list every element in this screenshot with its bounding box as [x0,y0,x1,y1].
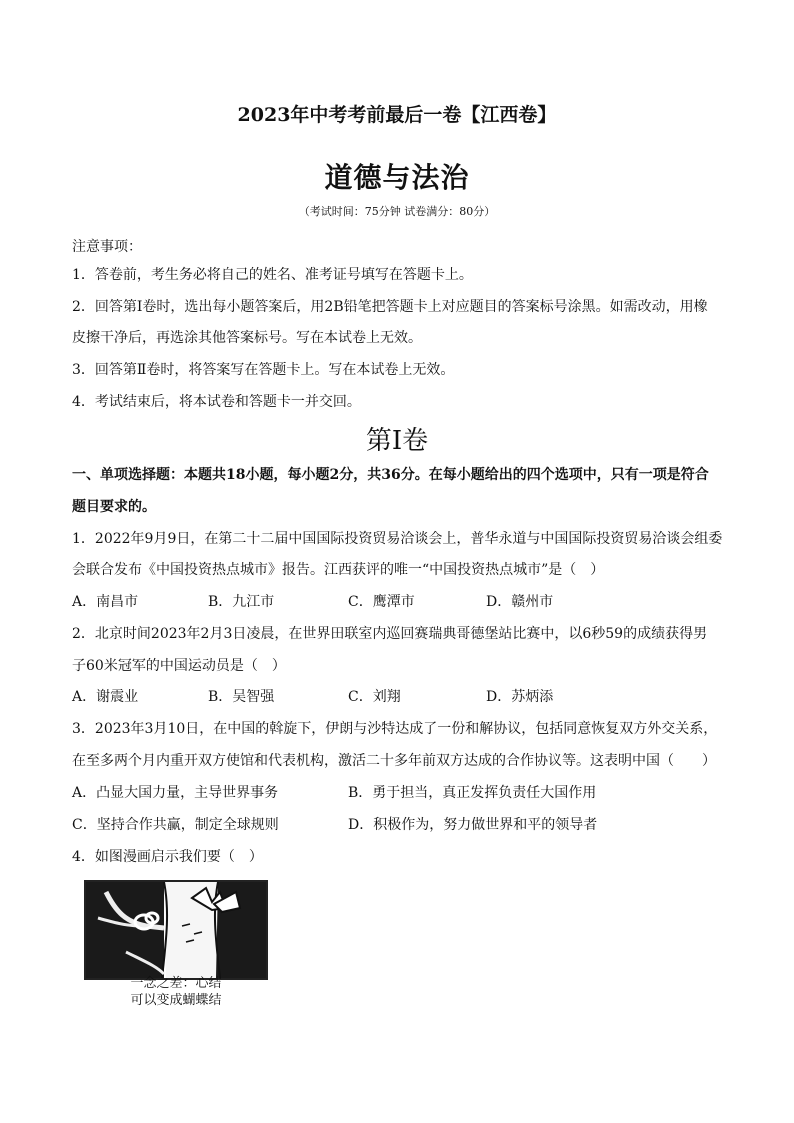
exam-info: （考试时间：75分钟 试卷满分：80分） [298,205,496,218]
comic-drawing [86,882,266,978]
question-2-option-a: A．谢震业 [72,689,139,705]
question-2-option-c: C．刘翔 [348,689,401,705]
exam-title: 2023年中考考前最后一卷【江西卷】 [237,104,557,126]
comic-caption-line: 一念之差：心结 [130,976,222,991]
section-title: 第Ⅰ卷 [365,426,429,456]
question-1-option-d: D．赣州市 [486,594,554,610]
section-instruction: 一、单项选择题：本题共18小题，每小题2分，共36分。在每小题给出的四个选项中，只有一项是符合 [72,467,709,483]
question-1-stem: 1．2022年9月9日，在第二十二届中国国际投资贸易洽谈会上，普华永道与中国国际投资贸易洽谈会组委 [72,531,723,547]
question-3-option-c: C．坚持合作共赢，制定全球规则 [72,817,279,833]
comic-caption [88,975,264,1009]
notice-item: 3．回答第Ⅱ卷时，将答案写在答题卡上。写在本试卷上无效。 [72,362,455,378]
question-1-option-b: B．九江市 [208,594,275,610]
subject-title: 道德与法治 [324,161,470,194]
question-1-stem: 会联合发布《中国投资热点城市》报告。江西获评的唯一“中国投资热点城市”是（ ） [72,562,605,578]
section-instruction: 题目要求的。 [72,499,156,515]
comic-illustration [84,880,268,980]
question-3-stem: 在至多两个月内重开双方使馆和代表机构，激活二十多年前双方达成的合作协议等。这表明中国（ ） [72,753,716,769]
question-3-stem: 3．2023年3月10日，在中国的斡旋下，伊朗与沙特达成了一份和解协议，包括同意恢复双方外交关系， [72,721,718,737]
question-3-option-b: B．勇于担当，真正发挥负责任大国作用 [348,785,597,801]
notice-item: 皮擦干净后，再选涂其他答案标号。写在本试卷上无效。 [72,330,422,346]
comic-caption-line: 可以变成蝴蝶结 [130,993,222,1008]
question-3-option-d: D．积极作为，努力做世界和平的领导者 [348,817,598,833]
question-2-stem: 2．北京时间2023年2月3日凌晨，在世界田联室内巡回赛瑞典哥德堡站比赛中，以6秒59的成绩获得男 [72,626,708,642]
question-3-option-a: A．凸显大国力量，主导世界事务 [72,785,279,801]
question-2-option-d: D．苏炳添 [486,689,554,705]
question-4-stem: 4．如图漫画启示我们要（ ） [72,849,263,865]
notice-item: 1．答卷前，考生务必将自己的姓名、准考证号填写在答题卡上。 [72,267,473,283]
question-2-stem: 子60米冠军的中国运动员是（ ） [72,658,286,674]
question-1-option-c: C．鹰潭市 [348,594,415,610]
question-2-option-b: B．吴智强 [208,689,275,705]
notice-item: 4．考试结束后，将本试卷和答题卡一并交回。 [72,394,361,410]
notice-item: 2．回答第Ⅰ卷时，选出每小题答案后，用2B铅笔把答题卡上对应题目的答案标号涂黑。如需改动，用橡 [72,299,708,315]
question-1-option-a: A．南昌市 [72,594,139,610]
notice-heading: 注意事项： [72,239,142,255]
